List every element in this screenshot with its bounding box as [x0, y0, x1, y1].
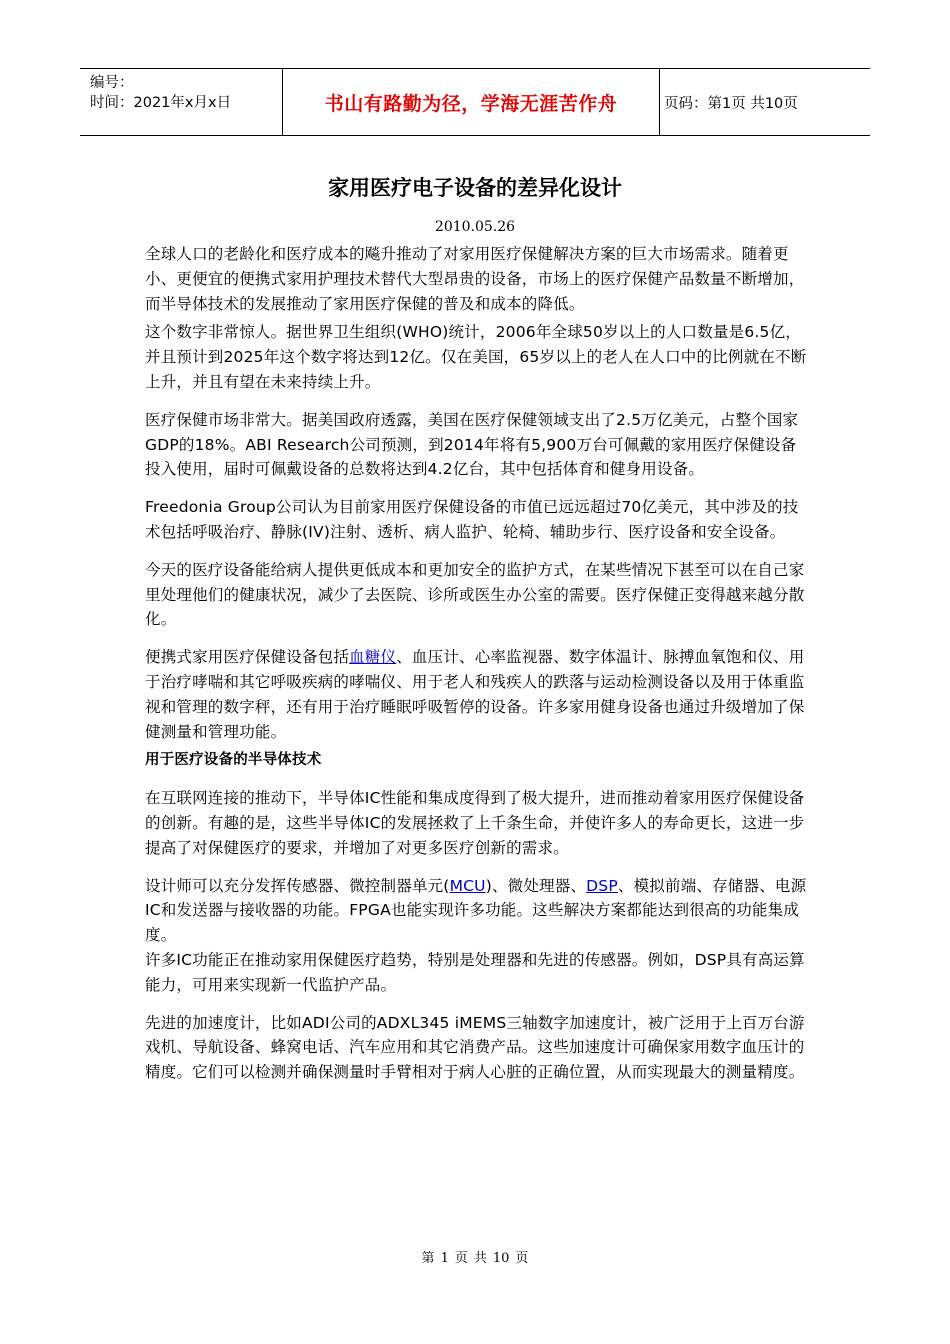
p8-text-b: )、微处理器、 [485, 876, 587, 895]
paragraph-designers [145, 874, 810, 948]
page-header [80, 68, 870, 136]
link-mcu[interactable]: MCU [449, 876, 486, 895]
p6-text-b: 、血压计、心率监视器、数字体温计、脉搏血氧饱和仪、用于治疗哮喘和其它呼吸疾病的哮喘仪、用于老人和残疾人的跌落与运动检测设备以及用于体重监视和管理的数字秤，还有用于治疗睡眠呼吸暂停的设备。许多家用健身设备也通过升级增加了保健测量和管理功能。 [145, 648, 805, 741]
link-dsp[interactable]: DSP [586, 876, 618, 895]
paragraph-ic-functions: 许多IC功能正在推动家用保健医疗趋势，特别是处理器和先进的传感器。例如，DSP具有高运算能力，可用来实现新一代监护产品。 [145, 950, 805, 994]
footer-ye: 页 [454, 1251, 468, 1266]
footer-di: 第 [421, 1251, 435, 1266]
paragraph-market: 医疗保健市场非常大。据美国政府透露，美国在医疗保健领域支出了2.5万亿美元，占整个国家GDP的18%。ABI Research公司预测，到2014年将有5,900万台可佩戴的家用医疗保健设备投入使用，届时可佩戴设备的总数将达到4.2亿台，其中包括体育和健身用设备。 [145, 410, 799, 479]
header-motto: 书山有路勤为径，学海无涯苦作舟 [282, 69, 660, 135]
footer-gong: 共 [473, 1251, 487, 1266]
paragraph-portable-devices [145, 645, 810, 744]
number-label: 编号： [90, 75, 134, 91]
footer-current-page: 1 [440, 1251, 449, 1266]
p8-text-c: 、模拟前端、存储器、电源IC和发送器与接收器的功能。FPGA也能实现许多功能。这些解决方案都能达到很高的功能集成度。 [145, 876, 807, 945]
header-page-info: 页码：第1页 共10页 [664, 95, 798, 112]
document-date: 2010.05.26 [434, 219, 516, 235]
page-footer [0, 1247, 950, 1266]
p6-text-a: 便携式家用医疗保健设备包括 [145, 648, 350, 667]
p8-text-a: 设计师可以充分发挥传感器、微控制器单元( [145, 876, 450, 895]
link-glucometer[interactable]: 血糖仪 [349, 648, 397, 667]
paragraph-population: 这个数字非常惊人。据世界卫生组织(WHO)统计，2006年全球50岁以上的人口数量是6.5亿，并且预计到2025年这个数字将达到12亿。仅在美国，65岁以上的老人在人口中的比例就在不断上升，并且有望在未来持续上升。 [145, 323, 807, 391]
header-meta [80, 69, 282, 135]
paragraph-accelerometer: 先进的加速度计，比如ADI公司的ADXL345 iMEMS三轴数字加速度计，被广泛用于上百万台游戏机、导航设备、蜂窝电话、汽车应用和其它消费产品。这些加速度计可确保家用数字血压计的精度。它们可以检测并确保测量时手臂相对于病人心脏的正确位置，从而实现最大的测量精度。 [145, 1013, 805, 1082]
paragraph-intro: 全球人口的老龄化和医疗成本的飚升推动了对家用医疗保健解决方案的巨大市场需求。随着更小、更便宜的便携式家用护理技术替代大型昂贵的设备，市场上的医疗保健产品数量不断增加，而半导体技术的发展推动了家用医疗保健的普及和成本的降低。 [145, 245, 805, 313]
section-heading: 用于医疗设备的半导体技术 [145, 752, 322, 769]
time-label: 时间：2021年x月x日 [90, 95, 232, 111]
paragraph-freedonia: Freedonia Group公司认为目前家用医疗保健设备的市值已远远超过70亿美元，其中涉及的技术包括呼吸治疗、静脉(IV)注射、透析、病人监护、轮椅、辅助步行、医疗设备和安全设备。 [145, 498, 799, 541]
paragraph-today: 今天的医疗设备能给病人提供更低成本和更加安全的监护方式，在某些情况下甚至可以在自己家里处理他们的健康状况，减少了去医院、诊所或医生办公室的需要。医疗保健正变得越来越分散化。 [145, 560, 805, 629]
document-title: 家用医疗电子设备的差异化设计 [328, 176, 622, 200]
document-body [145, 242, 810, 1085]
paragraph-semiconductor: 在互联网连接的推动下，半导体IC性能和集成度得到了极大提升，进而推动着家用医疗保健设备的创新。有趣的是，这些半导体IC的发展拯救了上千条生命，并使许多人的寿命更长，这进一步提高了对保健医疗的要求，并增加了对更多医疗创新的需求。 [145, 789, 805, 857]
footer-total-pages: 10 [492, 1251, 510, 1266]
footer-ye-end: 页 [515, 1251, 529, 1266]
